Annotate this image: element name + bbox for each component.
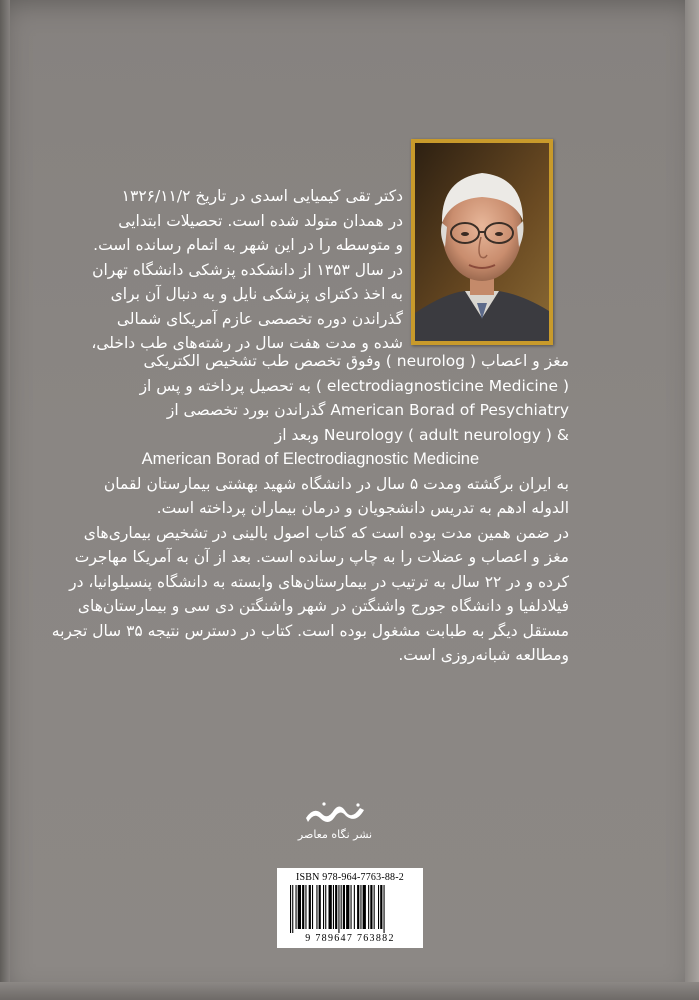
bottom-edge — [0, 982, 699, 1000]
barcode-icon — [286, 885, 414, 933]
barcode-bar — [384, 885, 385, 933]
bio-line: به اخذ دکترای پزشکی نایل و به دنبال آن برای — [110, 285, 403, 303]
barcode-bar — [360, 885, 361, 929]
bio-line: کرده و در ۲۲ سال به ترتیب در بیمارستان‌های وابسته به دانشگاه پنسیلوانیا، در — [69, 572, 569, 591]
barcode-bar — [374, 885, 375, 929]
barcode-bar — [323, 885, 324, 929]
barcode-bar — [363, 885, 366, 929]
barcode-bar — [298, 885, 301, 929]
barcode-bar — [292, 885, 293, 933]
barcode-bar — [309, 885, 311, 929]
barcode-bar — [305, 885, 306, 929]
bio-line: شده و مدت هفت سال در رشته‌های طب داخلی، — [91, 334, 403, 352]
barcode-bar — [378, 885, 379, 929]
publisher-mark — [290, 800, 380, 846]
page-edge — [685, 0, 699, 1000]
publisher-name: نشر نگاه معاصر — [297, 828, 373, 841]
bio-line: مغز و اعصاب و عضلات را به چاپ رسانده است. بعد از آن به آمریکا مهاجرت — [74, 548, 569, 566]
barcode-bar — [316, 885, 317, 929]
bio-line-english: American Borad of Electrodiagnostic Medicine — [141, 450, 480, 468]
barcode-bar — [333, 885, 334, 929]
barcode-bar — [370, 885, 372, 929]
author-bio-upper — [91, 184, 403, 356]
barcode-bar — [346, 885, 349, 929]
barcode-bar — [354, 885, 355, 929]
bio-line: در همدان متولد شده است. تحصیلات ابتدایی — [118, 211, 403, 230]
bio-line: مغز و اعصاب ( neurolog ) وفوق تخصص طب تشخیص الکتریکی — [143, 352, 569, 370]
bio-line: فیلادلفیا و دانشگاه جورج واشنگتن در شهر واشنگتن دی سی و بیمارستان‌های — [77, 597, 569, 615]
bio-line: ومطالعه شبانه‌روزی است. — [398, 646, 569, 664]
barcode-bar — [357, 885, 359, 929]
barcode-bar — [380, 885, 382, 929]
barcode-bar — [325, 885, 326, 929]
bio-line: الدوله ادهم به تدریس دانشجویان و درمان بیماران پرداخته است. — [156, 499, 569, 517]
bio-line: گذراندن دوره تخصصی عازم آمریکای شمالی — [116, 309, 403, 328]
author-photo — [415, 143, 549, 341]
bio-line: American Borad of Pesychiatry گذراندن بورد تخصصی از — [166, 401, 569, 419]
barcode-bar — [341, 885, 342, 929]
bio-line: دکتر تقی کیمیایی اسدی در تاریخ ۱۳۲۶/۱۱/۲ — [121, 187, 403, 205]
barcode-bar — [329, 885, 332, 929]
barcode-bar — [368, 885, 369, 929]
bio-line: ( electrodiagnosticine Medicine ) به تحصیل پرداخته و پس از — [139, 376, 569, 395]
bio-line: در سال ۱۳۵۳ از دانشکده پزشکی دانشگاه تهران — [92, 260, 403, 279]
barcode-bar — [312, 885, 313, 929]
author-portrait-image — [415, 143, 549, 341]
barcode-bar — [343, 885, 345, 929]
barcode-bar — [302, 885, 304, 929]
publisher-logo-icon — [300, 800, 370, 826]
bio-line: در ضمن همین مدت بوده است که کتاب اصول بالینی در تشخیص بیماری‌های — [83, 523, 569, 542]
isbn-label: ISBN 978-964-7763-88-2 — [295, 872, 404, 883]
bio-line: مستقل دیگر به طبابت مشغول بوده است. کتاب در دسترس نتیجه ۳۵ سال تجربه — [51, 621, 569, 640]
barcode-bar — [290, 885, 291, 933]
barcode-bar — [296, 885, 297, 929]
barcode-bar — [335, 885, 337, 929]
spine-edge — [0, 0, 10, 1000]
barcode-bar — [351, 885, 352, 929]
barcode-digits: 9 789647 763882 — [305, 933, 395, 944]
bio-line: به ایران برگشته ومدت ۵ سال در دانشگاه شهید بهشتی بیمارستان لقمان — [103, 474, 569, 493]
author-bio-lower — [52, 349, 569, 668]
bio-line: & Neurology ( adult neurology ) وبعد از — [274, 425, 569, 444]
isbn-barcode — [277, 868, 423, 948]
bio-line: و متوسطه را در این شهر به اتمام رسانده است. — [93, 236, 403, 254]
author-photo-frame — [411, 139, 553, 345]
barcode-bar — [319, 885, 321, 929]
barcode-bar — [338, 885, 339, 933]
